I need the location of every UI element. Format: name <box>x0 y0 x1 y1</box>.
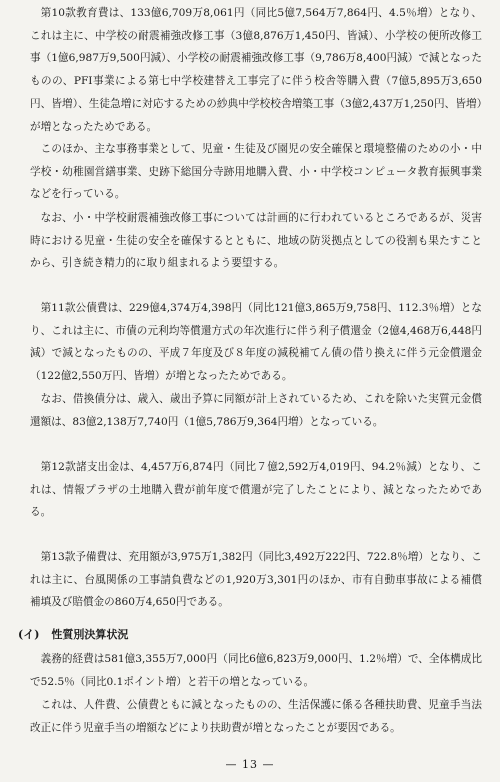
paragraph-mandatory-expenses: 義務的経費は581億3,355万7,000円（同比6億6,823万9,000円、1.2％増）で、全体構成比で52.5％（同比0.1ポイント増）と若干の増となっている。 <box>30 653 482 688</box>
section-heading <box>18 625 128 645</box>
paragraph-education-expenses: 第10款教育費は、133億6,709万8,061円（同比5億7,564万7,864円、4.5％増）となり、これは主に、中学校の耐震補強改修工事（3億8,876万1,450円、皆減）、小学校の便所改修工事（1億6,987万9,500円減）、小学校の耐震補強改修工事（9,786万8,400円減）で減となったものの、PFI事業による第七中学校建替え工事完了に伴う校舎等購入費（7億5,895万3,650円、皆増）、生徒急増に対応するための紗典中学校校舎増築工事（3億2,437万1,250円、皆増）が増となったためである。 <box>30 7 482 133</box>
page-number: — 13 — <box>225 758 275 771</box>
heading-marker: (イ) <box>18 628 40 641</box>
paragraph-miscellaneous-expenses: 第12款諸支出金は、4,457万6,874円（同比７億2,592万4,019円、94.2％減）となり、これは、情報プラザの土地購入費が前年度で償還が完了したことにより、減となったためである。 <box>30 461 482 519</box>
heading-text: 性質別決算状況 <box>51 628 129 641</box>
paragraph-other-education-projects: このほか、主な事務事業として、児童・生徒及び園児の安全確保と環境整備のための小・中学校・幼稚園営繕事業、史跡下総国分寺跡用地購入費、小・中学校コンピュータ教育振興事業などを行っている。 <box>30 143 482 201</box>
paragraph-earthquake-reinforcement-request: なお、小・中学校耐震補強改修工事については計画的に行われているところであるが、災害時における児童・生徒の安全を確保するとともに、地域の防災拠点としての役割も果たすことから、引き続き精力的に取り組まれるよう要望する。 <box>30 212 482 270</box>
paragraph-reserve-fund: 第13款予備費は、充用額が3,975万1,382円（同比3,492万222円、722.8％増）となり、これは主に、台風関係の工事請負費などの1,920万3,301円のほか、市有自動車事故による補償補填及び賠償金の860万4,650円である。 <box>30 551 482 609</box>
paragraph-public-debt-expenses: 第11款公債費は、229億4,374万4,398円（同比121億3,865万9,758円、112.3％増）となり、これは主に、市債の元利均等償還方式の年次進行に伴う利子償還金（2億4,468万6,448円減）で減となったものの、平成７年度及び８年度の減税補てん債の借り換えに伴う元金償還金（122億2,550万円、皆増）が増となったためである。 <box>30 302 482 383</box>
paragraph-mandatory-expenses-reason: これは、人件費、公債費ともに減となったものの、生活保護に係る各種扶助費、児童手当法改正に伴う児童手当の増額などにより扶助費が増となったことが要因である。 <box>30 699 482 734</box>
paragraph-refinancing-note: なお、借換債分は、歳入、歳出予算に同額が計上されているため、これを除いた実質元金償還額は、83億2,138万7,740円（1億5,786万9,364円増）となっている。 <box>30 393 482 428</box>
